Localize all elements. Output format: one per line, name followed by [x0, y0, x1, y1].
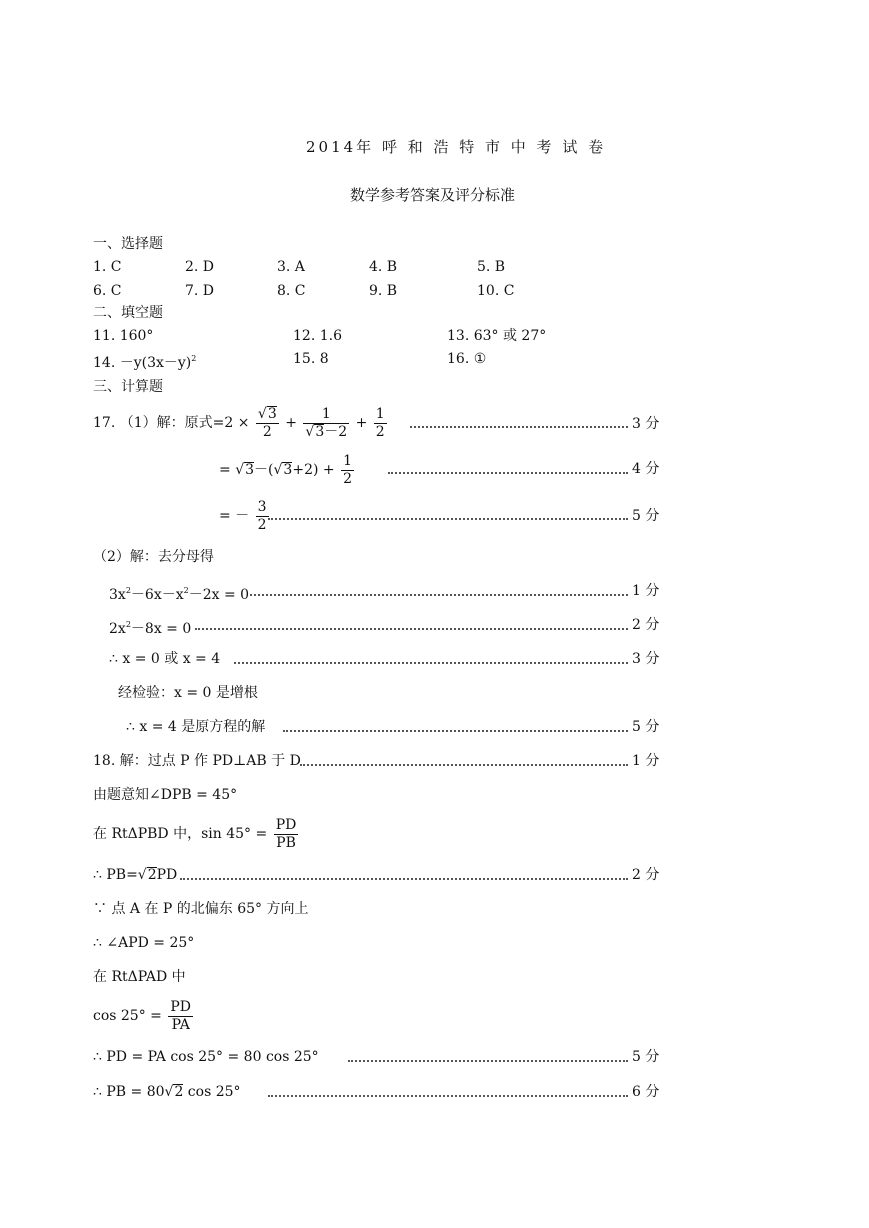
q18-line-2: 由题意知∠DPB = 45°	[93, 787, 238, 803]
dot-leader	[180, 878, 628, 880]
score-label: 1 分	[632, 583, 660, 599]
fraction-1-over-2: $\frac{1}{2}$	[375, 405, 385, 440]
answer-14	[93, 350, 196, 372]
q18-line-7: 在 RtΔPAD 中	[93, 969, 186, 985]
answer-16: 16. ①	[447, 351, 487, 367]
answer-5: 5. B	[477, 259, 506, 275]
score-label: 2 分	[632, 867, 660, 883]
section-fill-heading: 二、填空题	[93, 305, 163, 321]
q18-line-10: ∴ PB = 80√2 cos 25°	[93, 1084, 241, 1100]
sqrt-symbol: √3	[257, 405, 277, 422]
score-label: 6 分	[632, 1084, 660, 1100]
dot-leader	[195, 628, 628, 630]
dot-leader	[410, 426, 628, 428]
score-label: 2 分	[632, 617, 660, 633]
sqrt-symbol: √3	[273, 462, 293, 478]
equation-2: $2x^2-8x = 0$	[109, 620, 192, 637]
fraction-pd-over-pa: $\frac{PD}{PA}$	[170, 998, 192, 1033]
dot-leader	[234, 662, 628, 664]
dot-leader	[300, 764, 628, 766]
q17-line-3: = － $\frac{3}{2}$	[219, 498, 267, 533]
score-label: 3 分	[632, 416, 660, 432]
answer-13: 13. 63° 或 27°	[447, 328, 547, 344]
answer-10: 10. C	[477, 283, 515, 299]
score-label: 1 分	[632, 753, 660, 769]
fraction-3-over-2: $\frac{3}{2}$	[257, 498, 267, 533]
dot-leader	[268, 518, 628, 520]
equation-3: ∴ x = 0 或 x = 4	[109, 651, 221, 667]
sqrt-symbol: √2	[137, 867, 157, 883]
dot-leader	[250, 594, 628, 596]
section-calc-heading: 三、计算题	[93, 379, 163, 395]
equation-4: ∴ x = 4 是原方程的解	[126, 719, 266, 735]
dot-leader	[268, 1095, 628, 1097]
plus-sign: +	[322, 462, 335, 478]
page-title: 2014年 呼 和 浩 特 市 中 考 试 卷	[306, 138, 607, 156]
answer-4: 4. B	[369, 259, 398, 275]
section-choice-heading: 一、选择题	[93, 236, 163, 252]
q17-part-2-heading: （2）解：去分母得	[93, 549, 214, 565]
score-label: 3 分	[632, 651, 660, 667]
dot-leader	[388, 472, 628, 474]
plus-sign: +	[355, 415, 368, 431]
fraction-1-over-2: $\frac{1}{2}$	[343, 452, 353, 487]
fraction-1-over-sqrt3-minus-2: $\frac{1}{√3-2}$	[305, 405, 348, 440]
q18-line-5: ∵ 点 A 在 P 的北偏东 65° 方向上	[93, 901, 309, 917]
q18-line-9: ∴ PD = PA cos 25° = 80 cos 25°	[93, 1049, 319, 1065]
verification: 经检验：x = 0 是增根	[118, 685, 258, 701]
sqrt-symbol: √3	[235, 462, 255, 478]
q17-line-1	[93, 402, 389, 444]
dot-leader	[283, 730, 628, 732]
page-subtitle: 数学参考答案及评分标准	[350, 186, 516, 204]
exponent: 2	[183, 586, 189, 595]
q18-line-6: ∴ ∠APD = 25°	[93, 935, 195, 951]
exponent: 2	[125, 586, 131, 595]
answer-8: 8. C	[277, 283, 306, 299]
plus-sign: +	[285, 415, 297, 431]
answer-11: 11. 160°	[93, 328, 154, 344]
equation-1: $3x^2-6x-x^2-2x = 0$	[109, 586, 250, 603]
answer-2: 2. D	[185, 259, 215, 275]
dot-leader	[348, 1060, 628, 1062]
answer-3: 3. A	[277, 259, 305, 275]
fraction-pd-over-pb: $\frac{PD}{PB}$	[275, 816, 297, 851]
score-label: 5 分	[632, 508, 660, 524]
q18-line-3: 在 RtΔPBD 中，sin 45° = $\frac{PD}{PB}$	[93, 816, 297, 851]
score-label: 5 分	[632, 719, 660, 735]
sqrt-symbol: √2	[164, 1084, 184, 1100]
q18-line-8: cos 25° = $\frac{PD}{PA}$	[93, 998, 192, 1033]
answer-7: 7. D	[185, 283, 215, 299]
answer-1: 1. C	[93, 259, 122, 275]
score-label: 4 分	[632, 461, 660, 477]
answer-14-exponent: 2	[191, 354, 197, 363]
score-label: 5 分	[632, 1049, 660, 1065]
q18-line-4: ∴ PB=√2PD	[93, 867, 178, 883]
answer-15: 15. 8	[293, 351, 329, 367]
q18-line-1: 18. 解：过点 P 作 PD⊥AB 于 D	[93, 753, 301, 769]
answer-12: 12. 1.6	[293, 328, 342, 344]
sqrt-symbol: √3	[305, 423, 325, 440]
fraction-sqrt3-over-2: $\frac{√3}{2}$	[257, 405, 277, 440]
exponent: 2	[125, 620, 131, 629]
q17-line-2: = √3－(√3+2) + $\frac{1}{2}$	[219, 450, 356, 490]
answer-14-text: 14. －y(3x－y)	[93, 355, 192, 371]
q17-line-1-lead: 17. （1）解：原式=2 ×	[93, 415, 250, 431]
answer-9: 9. B	[369, 283, 398, 299]
answer-6: 6. C	[93, 283, 122, 299]
